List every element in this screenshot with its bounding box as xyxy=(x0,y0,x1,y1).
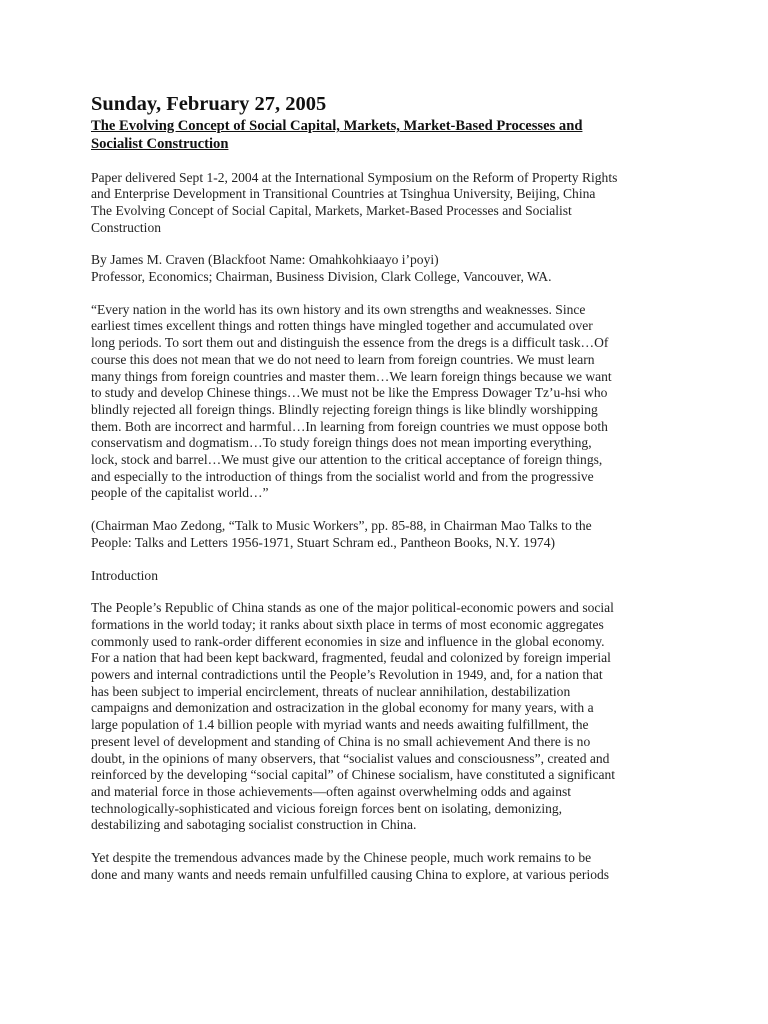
text-line: and Enterprise Development in Transitional Countries at Tsinghua University, Beijing, China xyxy=(91,186,596,202)
text-line: People: Talks and Letters 1956-1971, Stuart Schram ed., Pantheon Books, N.Y. 1974) xyxy=(91,534,555,550)
text-line: has been subject to imperial encirclement, threats of nuclear annihilation, destabilization xyxy=(91,683,571,699)
text-line: (Chairman Mao Zedong, “Talk to Music Workers”, pp. 85-88, in Chairman Mao Talks to the xyxy=(91,518,592,534)
text-line: course this does not mean that we do not need to learn from foreign countries. We must learn xyxy=(91,351,595,367)
text-line: conservatism and dogmatism…To study foreign things does not mean importing everything, xyxy=(91,435,592,451)
text-line: destabilizing and sabotaging socialist construction in China. xyxy=(91,817,417,833)
post-title-line[interactable]: Socialist Construction xyxy=(91,136,229,152)
text-line: done and many wants and needs remain unfulfilled causing China to explore, at various periods xyxy=(91,866,610,882)
text-line: The People’s Republic of China stands as one of the major political-economic powers and social xyxy=(91,600,614,616)
symposium-note xyxy=(91,170,681,237)
text-line: many things from foreign countries and master them…We learn foreign things because we want xyxy=(91,368,612,384)
text-line: and especially to the introduction of things from the socialist world and from the progressive xyxy=(91,468,594,484)
text-line: technologically-sophisticated and vicious foreign forces bent on isolating, demonizing, xyxy=(91,800,563,816)
text-line: The Evolving Concept of Social Capital, Markets, Market-Based Processes and Socialist xyxy=(91,202,572,218)
text-line: Professor, Economics; Chairman, Business Division, Clark College, Vancouver, WA. xyxy=(91,269,552,285)
document-page xyxy=(91,92,681,884)
body-paragraph xyxy=(91,600,681,834)
opening-quote xyxy=(91,302,681,502)
post-date-header: Sunday, February 27, 2005 xyxy=(91,93,327,115)
text-line: doubt, in the opinions of many observers, that “socialist values and consciousness”, created and xyxy=(91,750,610,766)
text-line: commonly used to rank-order different economies in size and influence in the global economy. xyxy=(91,633,605,649)
text-line: “Every nation in the world has its own history and its own strengths and weaknesses. Since xyxy=(91,301,586,317)
text-line: powers and internal contradictions until the People’s Revolution in 1949, and, for a nation that xyxy=(91,667,603,683)
text-line: long periods. To sort them out and distinguish the essence from the dregs is a difficult task…Of xyxy=(91,335,609,351)
text-line: present level of development and standing of China is no small achievement And there is no xyxy=(91,733,591,749)
post-title[interactable] xyxy=(91,117,681,153)
text-line: formations in the world today; it ranks about sixth place in terms of most economic aggregates xyxy=(91,616,604,632)
post-title-line[interactable]: The Evolving Concept of Social Capital, Markets, Market-Based Processes and xyxy=(91,118,583,134)
text-line: Introduction xyxy=(91,567,158,583)
text-line: to study and develop Chinese things…We must not be like the Empress Dowager Tz’u-hsi who xyxy=(91,385,608,401)
text-line: earliest times excellent things and rotten things have mingled together and accumulated over xyxy=(91,318,593,334)
text-line: campaigns and demonization and ostracization in the global economy for many years, with a xyxy=(91,700,594,716)
text-line: people of the capitalist world…” xyxy=(91,485,269,501)
text-line: and material force in those achievements—often against overwhelming odds and against xyxy=(91,784,572,799)
text-line: Yet despite the tremendous advances made by the Chinese people, much work remains to be xyxy=(91,850,592,866)
text-line: them. Both are incorrect and harmful…In learning from foreign countries we must oppose both xyxy=(91,418,608,434)
text-line: large population of 1.4 billion people with myriad wants and needs awaiting fulfillment, the xyxy=(91,717,589,733)
section-heading-introduction xyxy=(91,568,681,585)
text-line: For a nation that had been kept backward, fragmented, feudal and colonized by foreign imperial xyxy=(91,650,611,666)
text-line: By James M. Craven (Blackfoot Name: Omahkohkiaayo i’poyi) xyxy=(91,252,439,268)
quote-citation xyxy=(91,518,681,551)
byline xyxy=(91,252,681,285)
text-line: lock, stock and barrel…We must give our attention to the critical acceptance of foreign things, xyxy=(91,452,603,468)
text-line: reinforced by the developing “social capital” of Chinese socialism, have constituted a significant xyxy=(91,767,616,783)
text-line: blindly rejected all foreign things. Blindly rejecting foreign things is like blindly worshipping xyxy=(91,401,598,417)
body-paragraph xyxy=(91,850,681,883)
text-line: Construction xyxy=(91,219,161,235)
text-line: Paper delivered Sept 1-2, 2004 at the International Symposium on the Reform of Property Rights xyxy=(91,169,618,185)
